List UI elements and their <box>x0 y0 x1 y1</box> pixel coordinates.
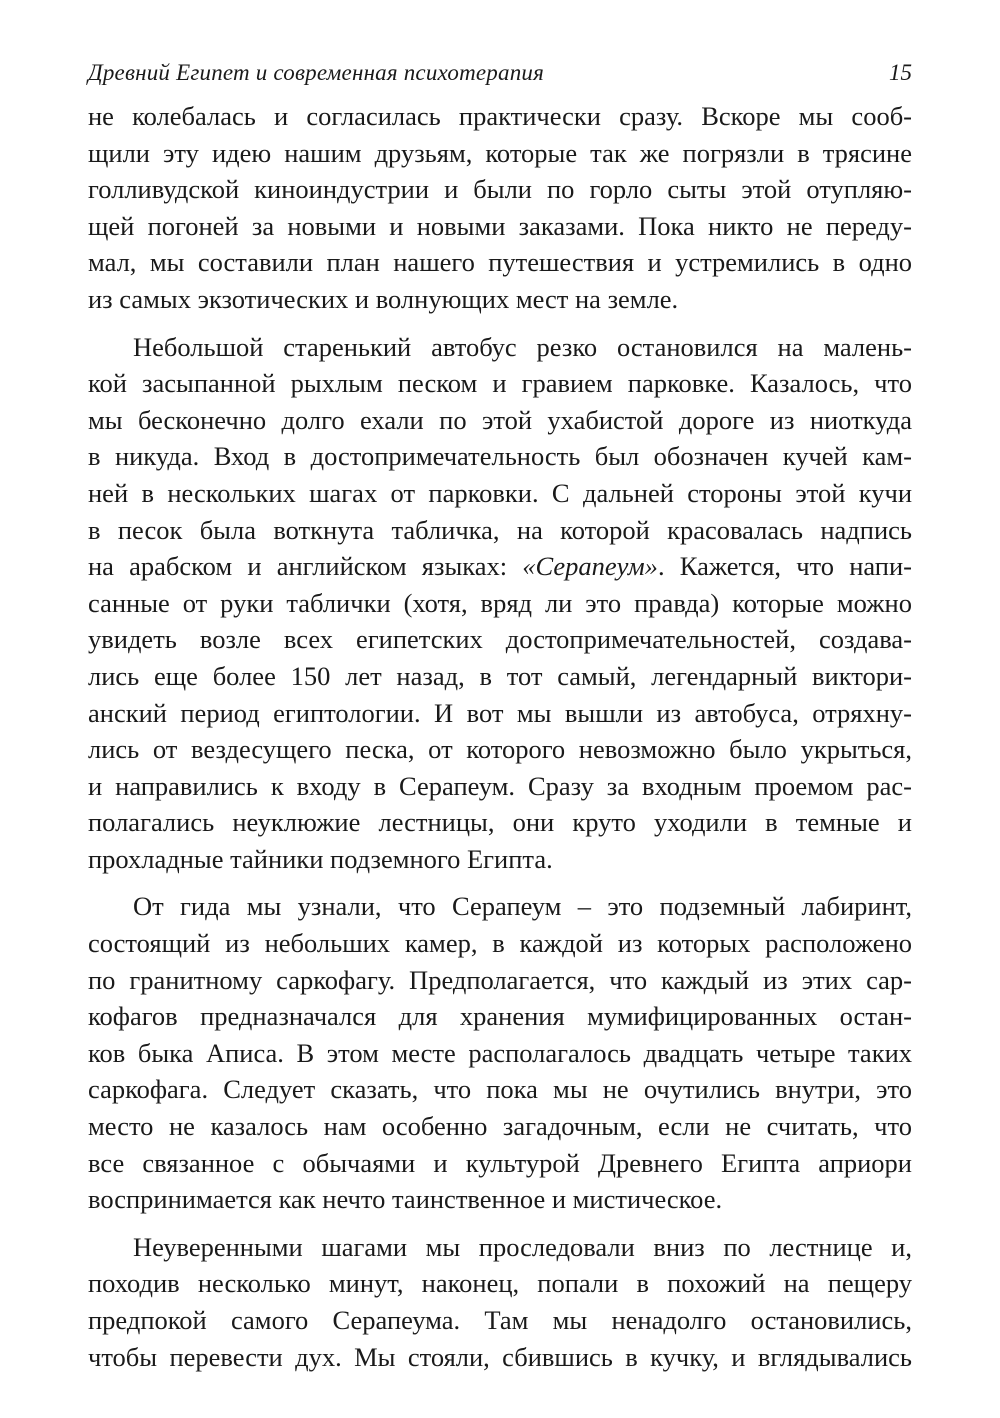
text-line: прохладные тайники подземного Египта. <box>88 843 553 874</box>
text-line: на арабском и английском языках: «Серапеум». Кажется, что напи- <box>88 551 912 582</box>
paragraph-1 <box>88 98 912 318</box>
running-header <box>88 60 912 92</box>
text-line: ней в нескольких шагах от парковки. С дальней стороны этой кучи <box>88 477 912 508</box>
text-line: полагались неуклюжие лестницы, они круто уходили в темные и <box>88 807 912 838</box>
paragraph-2 <box>88 329 912 878</box>
text-line: санные от руки таблички (хотя, вряд ли это правда) которые можно <box>88 587 912 618</box>
text-line: чтобы перевести дух. Мы стояли, сбившись в кучку, и вглядывались <box>88 1341 912 1372</box>
text-line: щили эту идею нашим друзьям, которые так же погрязли в трясине <box>88 137 912 168</box>
emphasized-term: «Серапеум» <box>522 551 658 582</box>
paragraph-4 <box>88 1229 912 1375</box>
text-line: Небольшой старенький автобус резко остановился на малень- <box>133 331 912 362</box>
text-line: лись от вездесущего песка, от которого невозможно было укрыться, <box>88 734 912 765</box>
text-line: по гранитному саркофагу. Предполагается, что каждый из этих сар- <box>88 964 912 995</box>
text-line: состоящий из небольших камер, в каждой из которых расположено <box>88 928 912 959</box>
page-number: 15 <box>889 60 912 85</box>
text-line: воспринимается как нечто таинственное и мистическое. <box>88 1184 723 1215</box>
text-line: все связанное с обычаями и культурой Древнего Египта априори <box>88 1147 912 1178</box>
text-line: голливудской киноиндустрии и были по горло сыты этой отупляю- <box>88 174 912 205</box>
text-line: не колебалась и согласилась практически сразу. Вскоре мы сооб- <box>88 101 912 131</box>
text-line: походив несколько минут, наконец, попали в похожий на пещеру <box>88 1268 912 1299</box>
text-line: анский период египтологии. И вот мы вышли из автобуса, отряхну- <box>88 697 912 728</box>
text-line: От гида мы узнали, что Серапеум – это подземный лабиринт, <box>133 891 912 922</box>
text-line: и направились к входу в Серапеум. Сразу за входным проемом рас- <box>88 770 912 801</box>
text-line: в никуда. Вход в достопримечательность был обозначен кучей кам- <box>88 441 912 472</box>
text-line: лись еще более 150 лет назад, в тот самый, легендарный виктори- <box>88 660 912 691</box>
text-line: из самых экзотических и волнующих мест на земле. <box>88 283 679 314</box>
body-text <box>88 98 912 1375</box>
book-page <box>88 60 912 1386</box>
text-line: в песок была воткнута табличка, на которой красовалась надпись <box>88 514 912 545</box>
text-line: ков быка Аписа. В этом месте располагалось двадцать четыре таких <box>88 1037 912 1068</box>
text-line: место не казалось нам особенно загадочным, если не считать, что <box>88 1111 912 1142</box>
header-title: Древний Египет и современная психотерапия <box>88 60 544 85</box>
text-line: увидеть возле всех египетских достопримечательностей, создава- <box>88 624 912 655</box>
text-line: предпокой самого Серапеума. Там мы ненадолго остановились, <box>88 1305 912 1335</box>
text-line: кой засыпанной рыхлым песком и гравием парковке. Казалось, что <box>88 368 912 399</box>
text-line: саркофага. Следует сказать, что пока мы не очутились внутри, это <box>88 1074 912 1105</box>
text-line: кофагов предназначался для хранения мумифицированных остан- <box>88 1001 912 1032</box>
paragraph-3 <box>88 888 912 1217</box>
text-line: щей погоней за новыми и новыми заказами. Пока никто не переду- <box>88 210 912 241</box>
text-line: Неуверенными шагами мы проследовали вниз по лестнице и, <box>133 1231 912 1262</box>
text-line: мы бесконечно долго ехали по этой ухабистой дороге из ниоткуда <box>88 404 912 435</box>
text-line: мал, мы составили план нашего путешествия и устремились в одно <box>88 247 912 278</box>
